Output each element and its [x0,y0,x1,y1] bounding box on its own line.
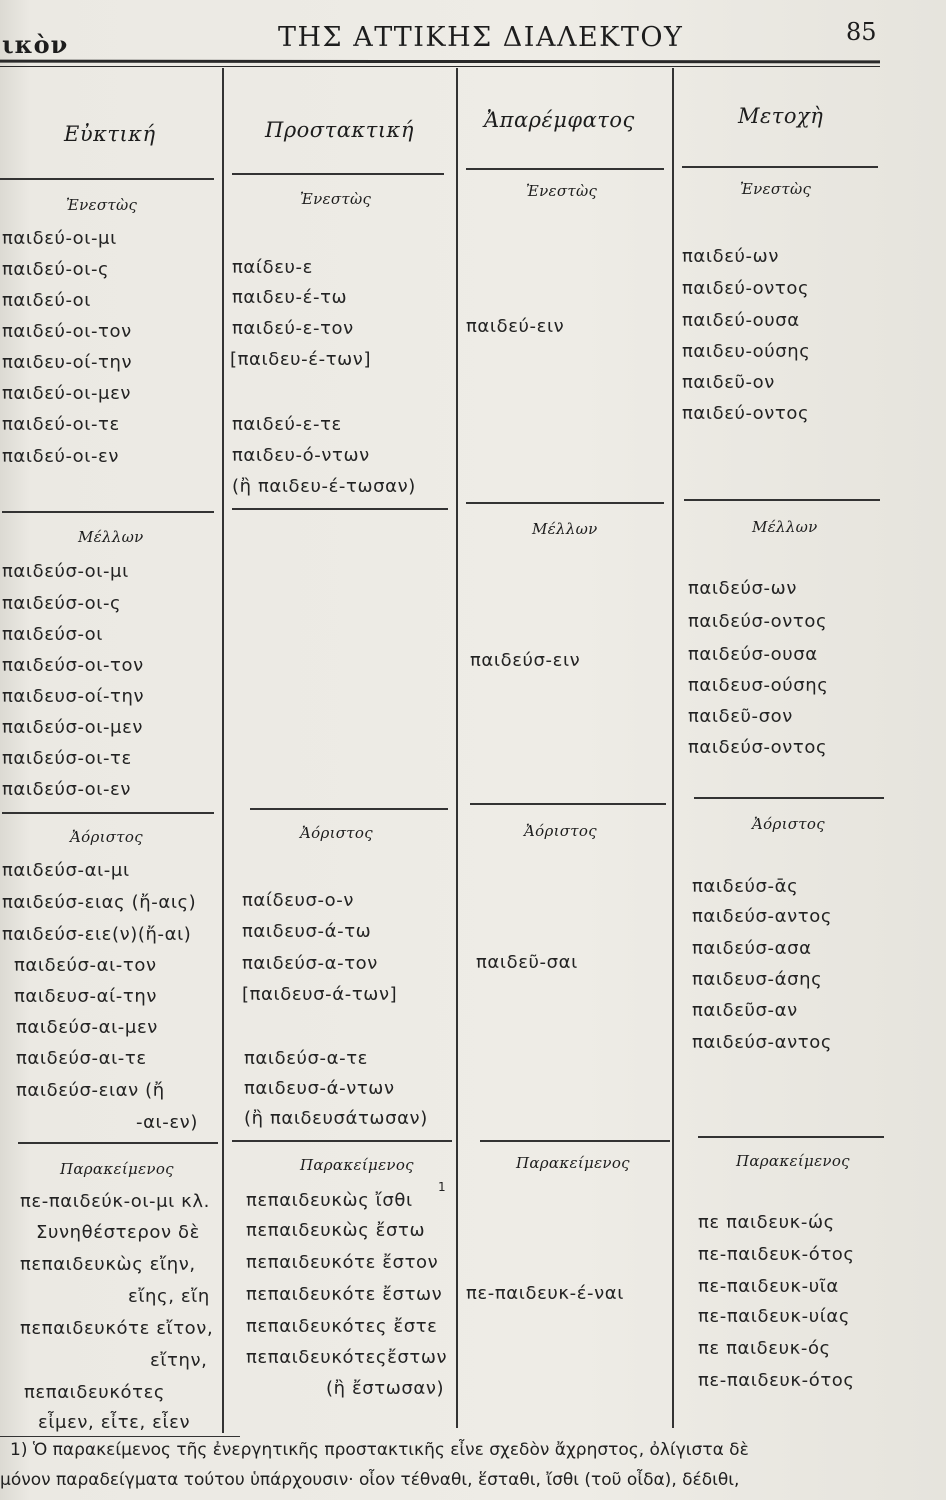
optative-perfect-form: πεπαιδευκὼς εἴην, [20,1254,196,1275]
optative-aorist-label: Ἀόριστος [70,828,143,846]
participle-present-form: παιδεῦ-ον [682,372,775,393]
participle-aorist-label: Ἀόριστος [752,815,825,833]
optative-aorist-form: παιδεύσ-αι-μεν [16,1017,158,1038]
imperative-perfect-form: πεπαιδευκότεςἔστων [246,1347,448,1368]
infinitive-present-label: Ἐνεστὼς [526,182,598,200]
participle-perfect-form: πε-παιδευκ-υῖα [698,1276,839,1297]
optative-present-form: παιδεύ-οι-μι [2,228,117,249]
imperative-perfect-label: Παρακείμενος [300,1156,414,1174]
participle-aorist-form: παιδεύσ-ᾱς [692,876,799,897]
optative-future-form: παιδευσ-οί-την [2,686,145,707]
participle-future-form: παιδευσ-ούσης [688,675,829,696]
optative-perfect-label: Παρακείμενος [60,1160,174,1178]
participle-present-form: παιδεύ-οντος [682,278,810,299]
participle-perfect-form: πε-παιδευκ-ότος [698,1244,855,1265]
optative-future-end-rule [2,812,214,814]
infinitive-perfect-label: Παρακείμενος [516,1154,630,1172]
footnote-line-2: μόνον παραδείγματα τούτου ὑπάρχουσιν· οἷον τέθναθι, ἕσταθι, ἴσθι (τοῦ οἶδα), δέδιθι, [0,1470,740,1490]
header-rule-thick [0,60,880,63]
optative-present-form: παιδεύ-οι-μεν [2,383,132,404]
imperative-aorist-form: παιδεύσ-α-τε [244,1048,368,1069]
column-divider-2 [456,68,458,1428]
imperative-aorist-label: Ἀόριστος [300,824,373,842]
imperative-aorist-form: παιδευσ-ά-τω [242,921,372,942]
optative-future-form: παιδεύσ-οι-ς [2,593,122,614]
participle-perfect-label: Παρακείμενος [736,1152,850,1170]
optative-aorist-form: παιδεύσ-αι-τε [16,1048,147,1069]
optative-future-form: παιδεύσ-οι-μεν [2,717,144,738]
participle-heading-rule [682,166,878,168]
infinitive-future-form: παιδεύσ-ειν [470,650,581,671]
imperative-perfect-form: πεπαιδευκὼς ἴσθι [246,1190,413,1211]
imperative-present-label: Ἐνεστὼς [300,190,372,208]
infinitive-aorist-end-rule [480,1140,670,1142]
running-head-title: ΤΗΣ ΑΤΤΙΚΗΣ ΔΙΑΛΕΚΤΟΥ [278,22,684,53]
optative-perfect-form: πεπαιδευκότες [24,1382,166,1403]
participle-perfect-form: πε παιδευκ-ός [698,1338,831,1359]
participle-future-form: παιδεύσ-οντος [688,611,828,632]
participle-future-form: παιδεῦ-σον [688,706,793,727]
optative-present-label: Ἐνεστὼς [66,196,138,214]
participle-future-form: παιδεύσ-ουσα [688,644,818,665]
optative-aorist-form: παιδεύσ-αι-μι [2,860,130,881]
imperative-present-form: [παιδευ-έ-των] [230,349,372,370]
infinitive-aorist-form: παιδεῦ-σαι [476,952,578,973]
imperative-aorist-end-rule [232,1140,452,1142]
imperative-present-form: (ἢ παιδευ-έ-τωσαν) [232,476,416,497]
infinitive-future-label: Μέλλων [532,520,598,538]
optative-perfect-form: Συνηθέστερον δὲ [36,1222,200,1243]
footnote-line-1: 1) Ὁ παρακείμενος τῆς ἐνεργητικῆς προστακτικῆς εἶνε σχεδὸν ἄχρηστος, ὀλίγιστα δὲ [10,1440,749,1460]
optative-future-form: παιδεύσ-οι-τον [2,655,144,676]
footnote-separator-rule [0,1436,240,1437]
participle-future-form: παιδεύσ-οντος [688,737,828,758]
participle-future-form: παιδεύσ-ων [688,578,797,599]
optative-present-form: παιδεύ-οι-τον [2,321,132,342]
participle-aorist-end-rule [698,1136,884,1138]
optative-aorist-form: παιδεύσ-ειας (ἤ-αις) [2,892,197,913]
optative-present-form: παιδεύ-οι-τε [2,414,120,435]
imperative-present-form: παιδεύ-ε-τον [232,318,354,339]
optative-present-form: παιδεύ-οι [2,290,91,311]
optative-aorist-form: παιδεύσ-αι-τον [14,955,157,976]
participle-future-label: Μέλλων [752,518,818,536]
imperative-aorist-form: [παιδευσ-ά-των] [242,984,398,1005]
optative-present-form: παιδεύ-οι-εν [2,446,120,467]
imperative-aorist-form: παιδευσ-ά-ντων [244,1078,395,1099]
imperative-heading-rule [232,173,444,175]
optative-aorist-form: παιδεύσ-ειαν (ἤ [16,1080,165,1101]
header-rule-thin [0,66,880,67]
optative-future-form: παιδεύσ-οι-μι [2,561,129,582]
imperative-present-end-rule [232,508,448,510]
optative-perfect-form: πε-παιδεύκ-οι-μι κλ. [20,1191,210,1212]
imperative-present-form: παιδεύ-ε-τε [232,414,342,435]
infinitive-present-end-rule [466,502,664,504]
infinitive-future-end-rule [470,803,666,805]
imperative-present-form: παιδευ-έ-τω [232,287,348,308]
participle-aorist-form: παιδευσ-άσης [692,969,823,990]
participle-perfect-form: πε παιδευκ-ώς [698,1212,835,1233]
imperative-aorist-form: (ἢ παιδευσάτωσαν) [244,1108,428,1129]
infinitive-perfect-form: πε-παιδευκ-έ-ναι [466,1283,624,1304]
participle-aorist-form: παιδεύσ-αντος [692,906,832,927]
optative-future-label: Μέλλων [78,528,144,546]
imperative-aorist-form: παίδευσ-ο-ν [242,890,355,911]
page-number: 85 [846,18,877,46]
infinitive-heading-rule [466,168,664,170]
participle-present-form: παιδεύ-ουσα [682,310,800,331]
participle-present-form: παιδεύ-ων [682,246,779,267]
column-heading-optative: Εὐκτική [64,122,156,146]
participle-present-label: Ἐνεστὼς [740,180,812,198]
imperative-perfect-form: πεπαιδευκότε ἔστων [246,1284,443,1305]
optative-perfect-form: εἶμεν, εἶτε, εἶεν [38,1412,191,1433]
column-divider-3 [672,68,674,1428]
infinitive-aorist-label: Ἀόριστος [524,822,597,840]
column-heading-participle: Μετοχὴ [738,104,824,128]
participle-perfect-form: πε-παιδευκ-ότος [698,1370,855,1391]
imperative-future-end-rule [250,808,448,810]
infinitive-present-form: παιδεύ-ειν [466,316,565,337]
imperative-aorist-form: παιδεύσ-α-τον [242,953,378,974]
optative-present-form: παιδεύ-οι-ς [2,259,110,280]
optative-aorist-end-rule [18,1142,218,1144]
participle-future-end-rule [694,797,884,799]
optative-perfect-form: εἴτην, [150,1350,208,1371]
participle-present-end-rule [684,499,880,501]
optative-future-form: παιδεύσ-οι [2,624,103,645]
optative-aorist-form: -αι-εν) [136,1112,198,1133]
imperative-perfect-form: πεπαιδευκότε ἔστον [246,1252,439,1273]
optative-future-form: παιδεύσ-οι-τε [2,748,132,769]
optative-aorist-form: παιδεύσ-ειε(ν)(ἤ-αι) [2,924,192,945]
optative-heading-rule [0,178,214,180]
optative-present-end-rule [2,511,214,513]
imperative-perfect-form: (ἢ ἔστωσαν) [326,1378,445,1399]
column-heading-infinitive: Ἀπαρέμφατος [484,108,635,132]
participle-aorist-form: παιδεῦσ-αν [692,1000,798,1021]
imperative-present-form: παίδευ-ε [232,257,313,278]
imperative-perfect-form: πεπαιδευκότες ἔστε [246,1316,438,1337]
imperative-present-form: παιδευ-ό-ντων [232,445,370,466]
footnote-reference-marker: 1 [438,1180,447,1194]
column-divider-1 [222,68,224,1433]
running-head-fragment: ικὸν [2,30,69,59]
participle-perfect-form: πε-παιδευκ-υίας [698,1306,851,1327]
optative-aorist-form: παιδευσ-αί-την [14,986,158,1007]
optative-present-form: παιδευ-οί-την [2,352,133,373]
participle-aorist-form: παιδεύσ-ασα [692,938,812,959]
optative-perfect-form: πεπαιδευκότε εἴτον, [20,1318,214,1339]
optative-perfect-form: εἴης, εἴη [128,1286,210,1307]
participle-present-form: παιδεύ-οντος [682,403,810,424]
participle-aorist-form: παιδεύσ-αντος [692,1032,832,1053]
imperative-perfect-form: πεπαιδευκὼς ἔστω [246,1220,426,1241]
participle-present-form: παιδευ-ούσης [682,341,811,362]
optative-future-form: παιδεύσ-οι-εν [2,779,132,800]
column-heading-imperative: Προστακτική [265,118,414,142]
